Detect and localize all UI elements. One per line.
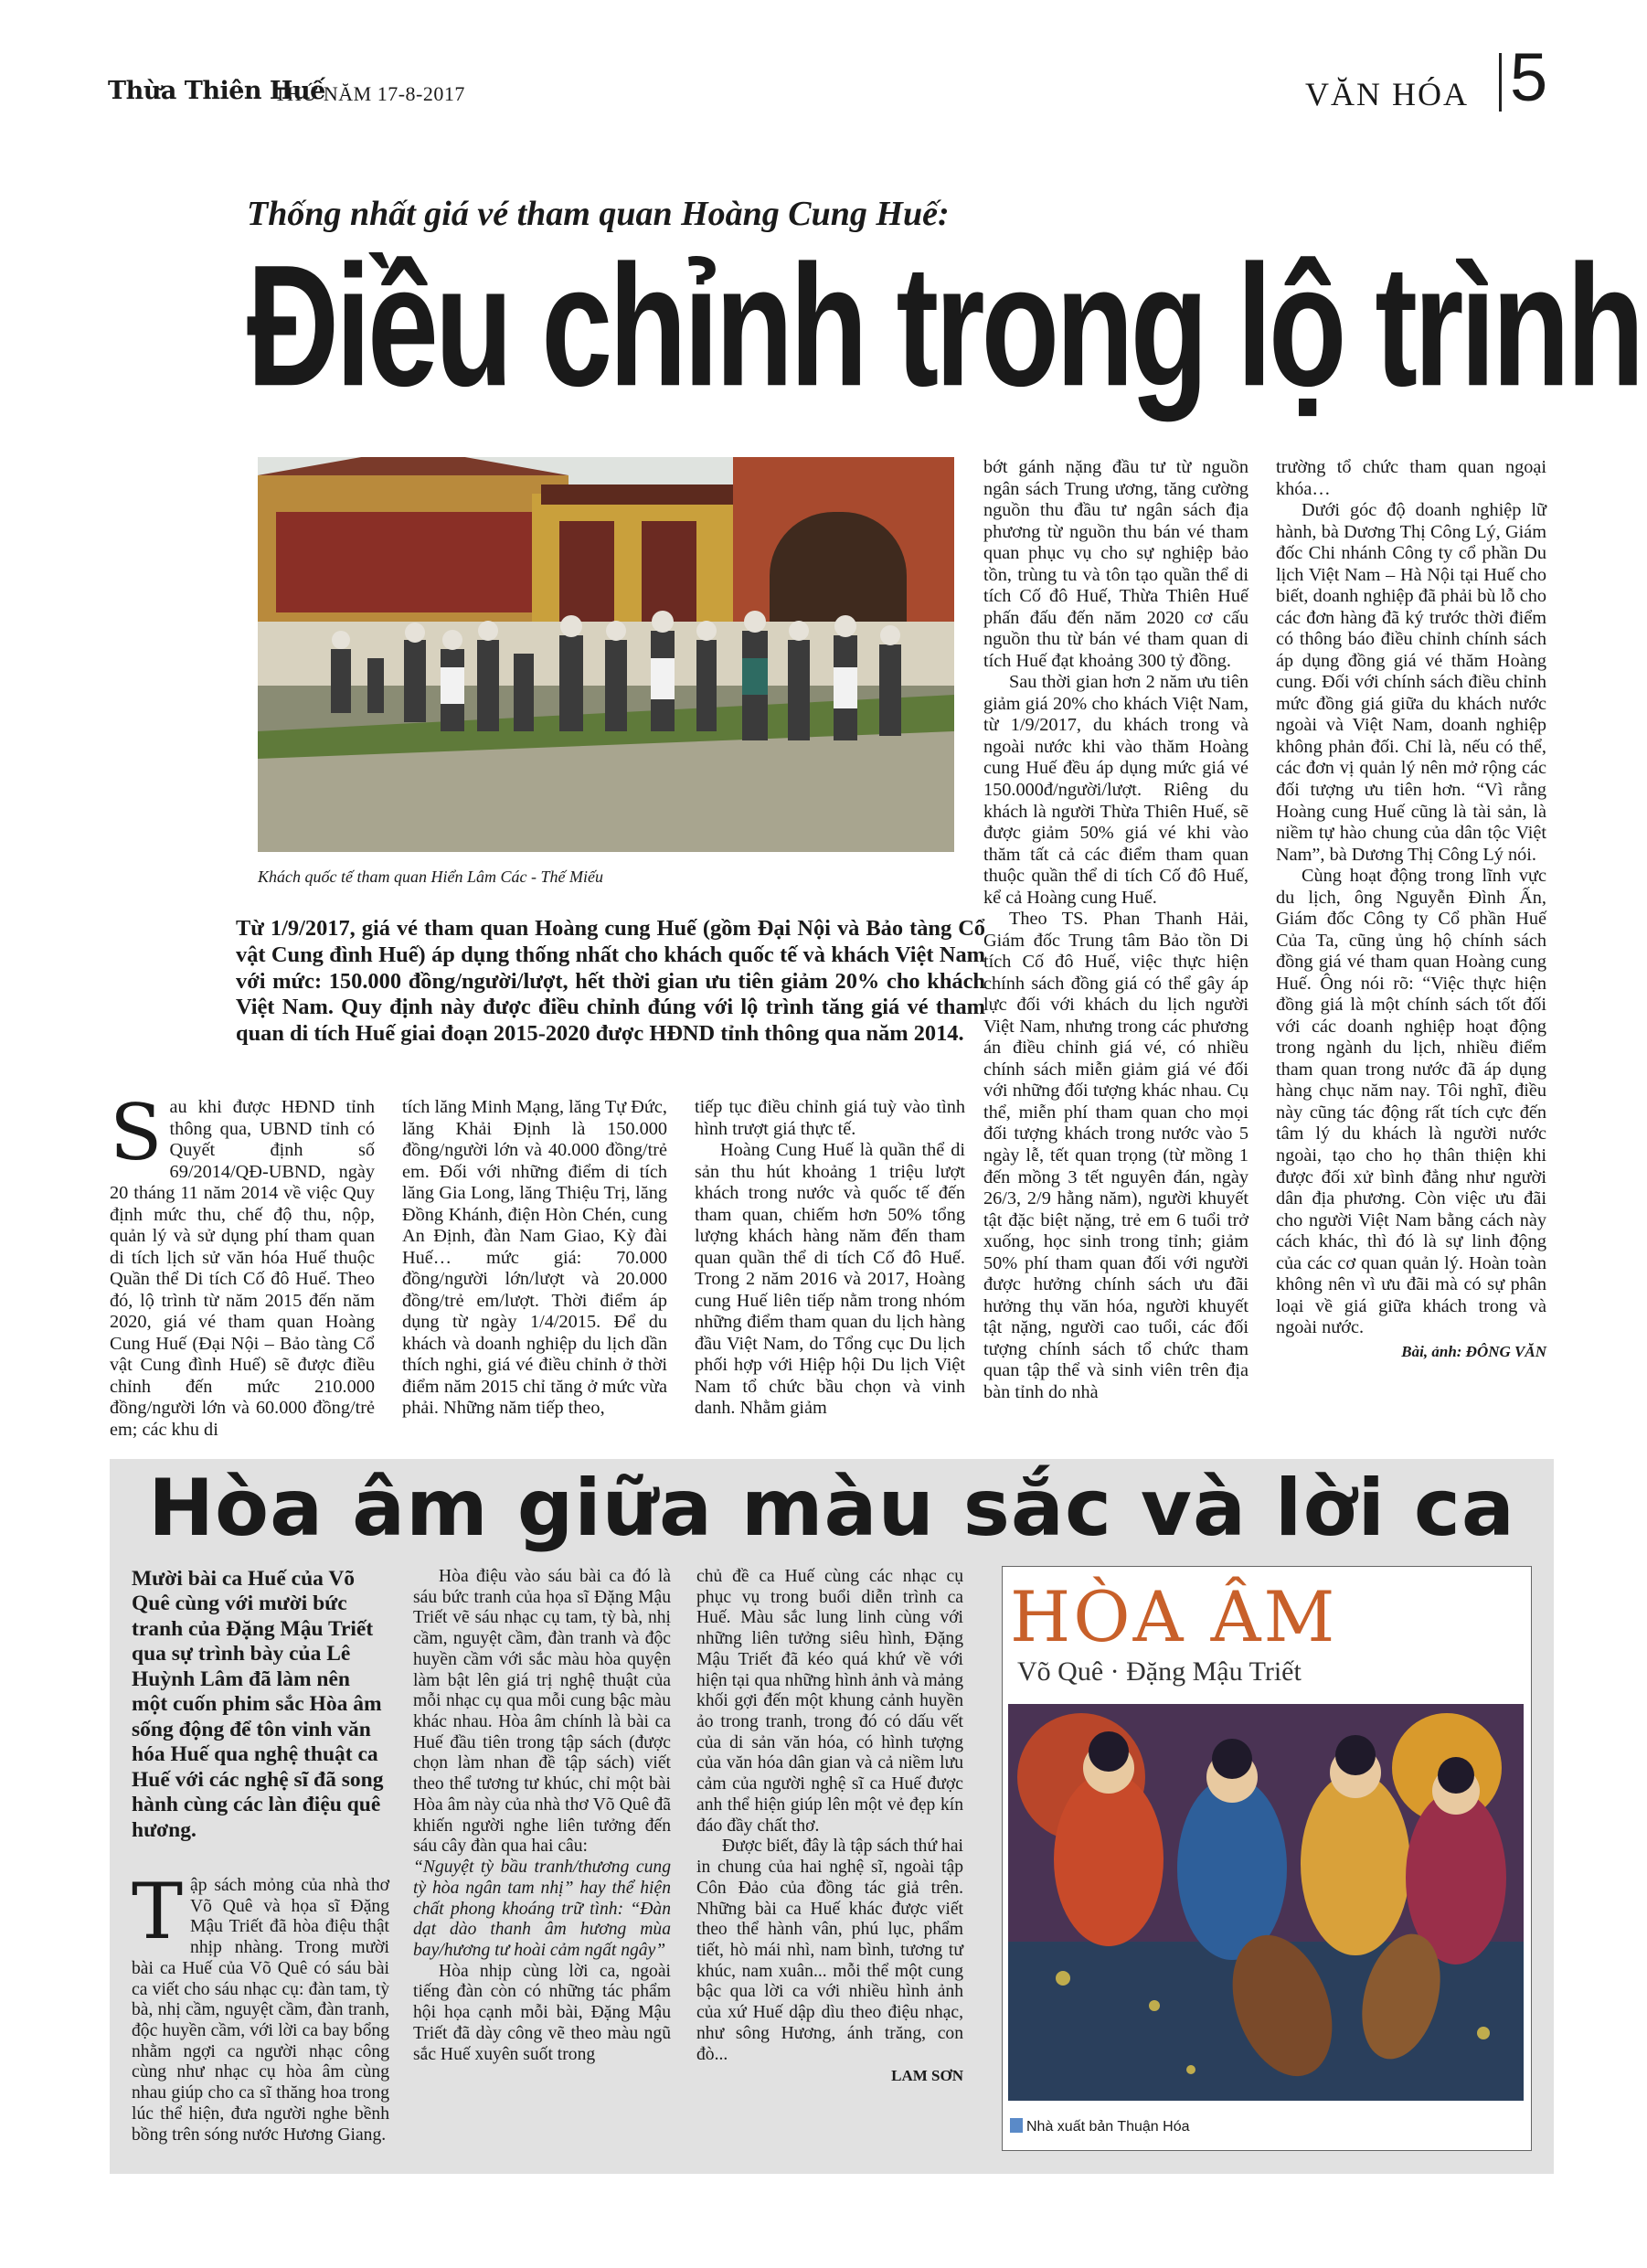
book-cover: [1002, 1566, 1532, 2151]
header-divider: [1499, 53, 1502, 112]
feature-paragraph: Hòa nhịp cùng lời ca, ngoài tiếng đàn còn có những tác phẩm hội họa cạnh mỗi bài, Đặng Mậu Triết đã dày công vẽ theo màu ngũ sắc Huế xuyên suốt trong: [413, 1961, 671, 2064]
article-column-1: [110, 1088, 375, 1442]
feature-paragraph: Hòa điệu vào sáu bài ca đó là sáu bức tranh của họa sĩ Đặng Mậu Triết vẽ sáu nhạc cụ tam, tỳ bà, nhị cầm, nguyệt cầm, đàn tranh và độc huyền cầm với sắc màu hòa quyện làm bật lên giá trị nghệ thuật của mỗi nhạc cụ qua mỗi cung bậc màu khác nhau. Hòa âm chính là bài ca Huế đầu tiên trong tập sách (được chọn làm nhan đề tập sách) viết theo thể tương tư khúc, chỉ một bài Hòa âm này của nhà thơ Võ Quê đã khiến người nghe liên tưởng đến sáu cây đàn qua hai câu:: [413, 1567, 671, 1857]
article-text: au khi được HĐND tỉnh thông qua, UBND tỉnh có Quyết định số 69/2014/QĐ-UBND, ngày 20 tháng 11 năm 2014 về việc Quy định mức thu, chế độ thu, nộp, quản lý và sử dụng phí tham quan di tích lịch sử văn hóa Huế thuộc Quần thể Di tích Cố đô Huế. Theo đó, lộ trình từ năm 2015 đến năm 2020, giá vé tham quan Hoàng Cung Huế (Đại Nội – Bảo tàng Cổ vật Cung đình Huế) sẽ được điều chỉnh đến mức 210.000 đồng/người lớn và 60.000 đồng/trẻ em; các khu di: [110, 1097, 375, 1440]
feature-text: ập sách mỏng của nhà thơ Võ Quê và họa sĩ Đặng Mậu Triết đã hòa điệu thật nhịp nhàng. Trong mười bài ca Huế của Võ Quê có sáu bài ca viết cho sáu nhạc cụ: đàn tam, tỳ bà, nhị cầm, nguyệt cầm, đàn tranh, độc huyền cầm, với lời ca bay bổng nhằm ngợi ca người nhạc công cùng như nhạc cụ hòa âm cùng nhau giúp cho ca sĩ thăng hoa trong lúc thể hiện, đưa người nghe bềnh bồng trên sóng nước Hương Giang.: [132, 1876, 389, 2145]
article-column-5: [1276, 457, 1546, 1361]
feature-byline: LAM SƠN: [891, 2067, 963, 2085]
feature-quote: “Nguyệt tỳ bầu tranh/thương cung tỳ hòa ngân tam nhị” hay thể hiện chất phong khoáng trữ tình: “Đàn dạt dào thanh âm hương mùa bay/hương tư hoài cảm ngất ngây”: [413, 1858, 671, 1960]
feature-headline: Hòa âm giữa màu sắc và lời ca: [148, 1463, 1515, 1554]
article-paragraph: Sau thời gian hơn 2 năm ưu tiên giảm giá 20% cho khách Việt Nam, từ 1/9/2017, du khách trong và ngoài nước khi vào thăm Hoàng cung Huế đều áp dụng mức giá vé 150.000đ/người/lượt. Riêng du khách là người Thừa Thiên Huế, sẽ được giảm 50% giá vé khi vào thăm tất cả các điểm tham quan thuộc quần thể di tích Cố đô Huế, kể cả Hoàng cung Huế.: [983, 672, 1249, 908]
article-paragraph: Hoàng Cung Huế là quần thể di sản thu hút khoảng 1 triệu lượt khách trong nước và quốc tế đến tham quan, chiếm hơn 50% tổng lượng khách hàng năm đến tham quan quần thể di tích Cố đô Huế. Trong 2 năm 2016 và 2017, Hoàng cung Huế liên tiếp nằm trong nhóm những điểm tham quan du lịch hàng đầu Việt Nam, do Tổng cục Du lịch phối hợp với Hiệp hội Du lịch Việt Nam tổ chức bầu chọn và vinh danh. Nhằm giảm: [695, 1140, 965, 1419]
article-paragraph: bớt gánh nặng đầu tư từ nguồn ngân sách Trung ương, tăng cường nguồn thu đầu tư ngân sách địa phương từ nguồn thu bán vé tham quan phục vụ cho sự nghiệp bảo tồn, trùng tu và tôn tạo quần thể di tích Cố đô Huế, Thừa Thiên Huế phấn đấu đến năm 2020 cơ cấu nguồn thu từ bán vé tham quan di tích Huế đạt khoảng 300 tỷ đồng.: [983, 457, 1249, 671]
article-paragraph: Theo TS. Phan Thanh Hải, Giám đốc Trung tâm Bảo tồn Di tích Cố đô Huế, việc thực hiện chính sách đồng giá có thể gây áp lực đối với khách du lịch người Việt Nam, nhưng trong các phương án điều chỉnh giá vé, có nhiều chính sách miễn giảm giá vé đối với những đối tượng khác nhau. Cụ thể, miễn phí tham quan cho mọi đối tượng khách trong nước vào 5 ngày lễ, tết quan trọng (từ mồng 1 đến mồng 3 tết nguyên đán, ngày 26/3, 2/9 hằng năm), người khuyết tật đặc biệt nặng, trẻ em 6 tuổi trở xuống, học sinh trong tỉnh; giảm 50% phí tham quan đối với người được hưởng chính sách ưu đãi hưởng thụ văn hóa, người khuyết tật nặng, người cao tuổi, các đối tượng chính sách tổ chức tham quan tập thể và sinh viên trên địa bàn tỉnh do nhà: [983, 909, 1249, 1402]
article-paragraph: trường tổ chức tham quan ngoại khóa…: [1276, 457, 1546, 499]
article-column-3: [695, 1097, 965, 1420]
publisher-logo-icon: [1010, 2118, 1023, 2133]
feature-column-3: [696, 1567, 963, 2085]
book-title: HÒA ÂM: [1010, 1576, 1338, 1657]
article-lead: Từ 1/9/2017, giá vé tham quan Hoàng cung Huế (gồm Đại Nội và Bảo tàng Cổ vật Cung đình Huế) áp dụng thống nhất cho khách quốc tế và khách Việt Nam với mức: 150.000 đồng/người/lượt, hết thời gian ưu tiên giảm 20% cho khách Việt Nam. Quy định này được điều chỉnh đúng với lộ trình tăng giá vé tham quan di tích Huế giai đoạn 2015-2020 được HĐND tỉnh thông qua năm 2014.: [236, 916, 985, 1047]
book-publisher: Nhà xuất bản Thuận Hóa: [1026, 2119, 1190, 2135]
book-authors: Võ Quê · Đặng Mậu Triết: [1017, 1656, 1302, 1687]
article-headline: Điều chỉnh trong lộ trình: [247, 228, 1642, 422]
article-column-2: [402, 1097, 667, 1420]
feature-paragraph: Được biết, đây là tập sách thứ hai in chung của hai nghệ sĩ, ngoài tập Côn Đảo của đồng tác giả trên. Những bài ca Huế khác được viết theo thể hành vân, phú lục, phẩm tiết, hò mái nhì, nam bình, tương tư khúc, nam xuân... mỗi thể một cung bậc qua lời ca với nhiều hình ảnh của xứ Huế dập dìu theo điệu nhạc, như sông Hương, ánh trăng, con đò...: [696, 1837, 963, 2064]
feature-column-2: [413, 1567, 671, 2065]
article-paragraph: Cùng hoạt động trong lĩnh vực du lịch, ông Nguyễn Đình Ấn, Giám đốc Công ty Cổ phần Huế Của Ta, cũng ủng hộ chính sách đồng giá vé tham quan Hoàng cung Huế. Ông nói rõ: “Việc thực hiện đồng giá là một chính sách tốt đối với các doanh nghiệp hoạt động trong ngành du lịch, nhiều điểm tham quan trong nước đã áp dụng hàng chục năm nay. Tôi nghĩ, điều này cũng tác động rất tích cực đến tâm lý du khách là người nước ngoài, tạo cho họ thân thiện khi được đối xử bình đẳng như người dân địa phương. Còn việc ưu đãi cho người Việt Nam bằng cách này cách khác, thì đó là sự linh động của các cơ quan quản lý. Hoàn toàn không nên vì ưu đãi mà có sự phân loại về giá giữa khách trong và ngoài nước.: [1276, 866, 1546, 1338]
feature-paragraph: chủ đề ca Huế cùng các nhạc cụ phục vụ trong buổi diễn trình ca Huế. Màu sắc lung linh cùng với những liên tưởng siêu hình, Đặng Mậu Triết đã kéo quá khứ về với hiện tại qua những hình ảnh và mảng khối gợi đến một khung cảnh huyền ảo trong tranh, trong đó có dấu vết của di sản văn hóa, có hình tượng của văn hóa dân gian và cả niềm lưu cảm của người nghệ sĩ ca Huế được anh thể hiện giúp lên một vẻ đẹp kín đáo đầy chất thơ.: [696, 1567, 963, 1836]
article-paragraph: Dưới góc độ doanh nghiệp lữ hành, bà Dương Thị Công Lý, Giám đốc Chi nhánh Công ty cổ phần Du lịch Việt Nam – Hà Nội tại Huế cho biết, doanh nghiệp đã phải bù lỗ cho các đơn hàng đã ký trước thời điểm có thông báo điều chỉnh chính sách áp dụng đồng giá vé thăm Hoàng cung. Đối với chính sách điều chỉnh mức đồng giá giữa du khách nước ngoài và Việt Nam, doanh nghiệp không phản đối. Chỉ là, nếu có thể, các đơn vị quản lý nên mở rộng các đối tượng ưu tiên hơn. “Vì rằng Hoàng cung Huế cũng là tài sản, là niềm tự hào chung của dân tộc Việt Nam”, bà Dương Thị Công Lý nói.: [1276, 500, 1546, 865]
article-photo: [258, 457, 954, 852]
article-paragraph: tích lăng Minh Mạng, lăng Tự Đức, lăng Khải Định là 150.000 đồng/người lớn và 40.000 đồng/trẻ em. Đối với những điểm di tích lăng Gia Long, lăng Thiệu Trị, lăng Đồng Khánh, điện Hòn Chén, cung An Định, đàn Nam Giao, Kỳ đài Huế… mức giá: 70.000 đồng/người lớn/lượt và 20.000 đồng/trẻ em/lượt. Thời điểm áp dụng từ ngày 1/4/2015. Để du khách và doanh nghiệp du lịch dần thích nghi, giá vé điều chỉnh ở thời điểm năm 2015 chỉ tăng ở mức vừa phải. Những năm tiếp theo,: [402, 1097, 667, 1419]
page-number: 5: [1510, 39, 1548, 115]
article-byline: Bài, ảnh: ĐÔNG VĂN: [1401, 1342, 1546, 1360]
section-name: VĂN HÓA: [1305, 76, 1469, 112]
article-paragraph: tiếp tục điều chỉnh giá tuỳ vào tình hình trượt giá thực tế.: [695, 1097, 965, 1139]
drop-cap: S: [110, 1088, 163, 1177]
article-kicker: Thống nhất giá vé tham quan Hoàng Cung Huế:: [247, 195, 950, 233]
book-cover-painting: [1008, 1704, 1524, 2101]
feature-lead: Mười bài ca Huế của Võ Quê cùng với mười bức tranh của Đặng Mậu Triết qua sự trình bày của Lê Huỳnh Lâm đã làm nên một cuốn phim sắc Hòa âm sống động để tôn vinh văn hóa Huế qua nghệ thuật ca Huế với các nghệ sĩ đã song hành cùng các làn điệu quê hương.: [132, 1567, 384, 1842]
drop-cap: T: [132, 1867, 184, 1956]
article-column-4: [983, 457, 1249, 1403]
newspaper-name: Thừa Thiên Huế: [108, 77, 325, 105]
photo-caption: Khách quốc tế tham quan Hiển Lâm Các - Thế Miếu: [258, 868, 603, 886]
feature-column-1: [132, 1867, 389, 2146]
issue-date: THỨ NĂM 17-8-2017: [274, 82, 465, 105]
